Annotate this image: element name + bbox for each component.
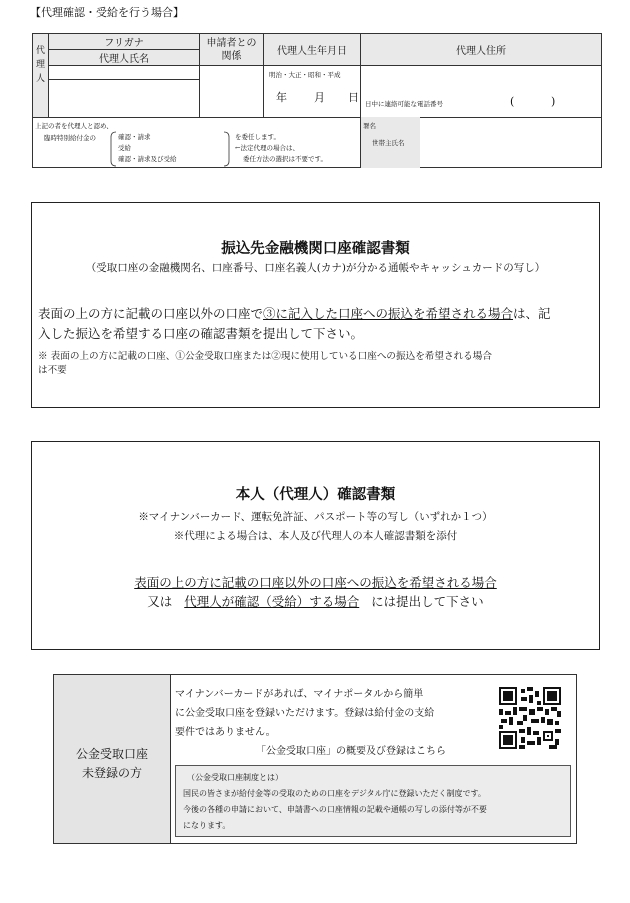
name-header: 代理人氏名 [49, 50, 200, 66]
account-box-note-line2: は不要 [38, 365, 67, 376]
identity-document-box [31, 441, 600, 650]
delegation-prefix: 臨時特別給付金の [44, 134, 96, 142]
system-line3: になります。 [183, 821, 231, 830]
phone-paren-close: ) [551, 95, 556, 108]
phone-paren-open: ( [510, 95, 515, 108]
era-options: 明治・大正・昭和・平成 [269, 71, 341, 79]
birth-month-label: 月 [314, 91, 325, 104]
public-account-link-text[interactable]: 「公金受取口座」の概要及び登録はこちら [256, 746, 446, 757]
id-box-line1: ※マイナンバーカード、運転免許証、パスポート等の写し（いずれか１つ） [138, 511, 493, 523]
public-account-section [53, 674, 577, 844]
public-account-system-box [175, 765, 571, 837]
legal-proxy-note-2: 委任方法の選択は不要です。 [243, 155, 327, 163]
public-account-text-3: 要件ではありません。 [175, 727, 276, 738]
body-text: は、記 [513, 306, 551, 321]
address-input[interactable] [361, 66, 602, 118]
system-line2: 今後の各種の申請において、申請書への口座情報の記載や通帳の写しの添付等が不要 [183, 805, 487, 814]
body-underlined: ③に記入した口座への振込を希望される場合 [263, 306, 514, 321]
account-box-body-line1 [38, 304, 551, 322]
side-char: 代 [35, 46, 45, 56]
relation-header-line: 申請者との [206, 37, 257, 49]
signature-input[interactable] [361, 118, 602, 168]
public-account-label-cell [54, 675, 171, 843]
cond-suffix: には提出して下さい [371, 594, 484, 609]
public-account-text-2: に公金受取口座を登録いただけます。登録は給付金の支給 [175, 708, 435, 719]
legal-proxy-note-1: ←法定代理の場合は、 [235, 144, 299, 152]
birth-header: 代理人生年月日 [264, 34, 361, 66]
account-box-title: 振込先金融機関口座確認書類 [221, 240, 410, 257]
address-header: 代理人住所 [361, 34, 602, 66]
cond-prefix: 又は [147, 594, 173, 609]
cond-underlined: 代理人が確認（受給）する場合 [184, 594, 360, 609]
system-line1: 国民の皆さまが給付金等の受取のための口座をデジタル庁に登録いただく制度です。 [183, 789, 486, 798]
name-input[interactable] [49, 80, 200, 118]
account-box-subtitle: （受取口座の金融機関名、口座番号、口座名義人(カナ)が分かる通帳やキャッシュカードの写し） [85, 262, 546, 274]
relation-header-line: 関係 [221, 50, 242, 62]
side-char: 人 [35, 74, 45, 84]
birth-input[interactable] [264, 66, 361, 118]
phone-label: 日中に連絡可能な電話番号 [365, 100, 443, 108]
delegation-option-receive[interactable]: 受給 [118, 144, 131, 152]
public-account-text-1: マイナンバーカードがあれば、マイナポータルから簡単 [175, 689, 424, 700]
qr-code-icon[interactable] [499, 687, 561, 749]
public-account-label-1: 公金受取口座 [75, 747, 148, 761]
householder-label: 世帯主氏名 [372, 139, 405, 147]
public-account-label-2: 未登録の方 [81, 766, 142, 780]
account-box-note-line1: ※ 表面の上の方に記載の口座、①公金受取口座または②現に使用している口座への振込を希望される場合 [38, 351, 492, 362]
side-char: 理 [35, 60, 45, 70]
birth-year-label: 年 [276, 91, 287, 104]
relation-header [200, 34, 264, 66]
proxy-form-table [32, 33, 602, 168]
delegation-line1: 上記の者を代理人と認め、 [35, 122, 113, 130]
account-confirmation-box [31, 202, 600, 408]
section-heading: 【代理確認・受給を行う場合】 [30, 6, 184, 19]
proxy-side-label [33, 34, 49, 118]
system-title: （公金受取口座制度とは） [187, 773, 283, 782]
furigana-header: フリガナ [49, 34, 200, 50]
id-box-line2: ※代理による場合は、本人及び代理人の本人確認書類を添付 [173, 530, 458, 542]
id-box-condition2 [32, 592, 599, 610]
furigana-input[interactable] [49, 66, 200, 80]
birth-day-label: 日 [348, 91, 359, 104]
public-account-link[interactable] [256, 742, 446, 757]
account-box-body-line2: 入した振込を希望する口座の確認書類を提出して下さい。 [38, 326, 364, 341]
delegation-option-confirm[interactable]: 確認・請求 [118, 133, 151, 141]
id-box-condition1: 表面の上の方に記載の口座以外の口座への振込を希望される場合 [134, 575, 497, 590]
body-text: 表面の上の方に記載の口座以外の口座で [38, 306, 264, 321]
signature-label: 署名 [363, 122, 376, 130]
id-box-title: 本人（代理人）確認書類 [235, 486, 396, 503]
relation-input[interactable] [200, 66, 264, 118]
delegation-suffix: を委任します。 [235, 133, 280, 141]
delegation-option-both[interactable]: 確認・請求及び受給 [118, 155, 177, 163]
